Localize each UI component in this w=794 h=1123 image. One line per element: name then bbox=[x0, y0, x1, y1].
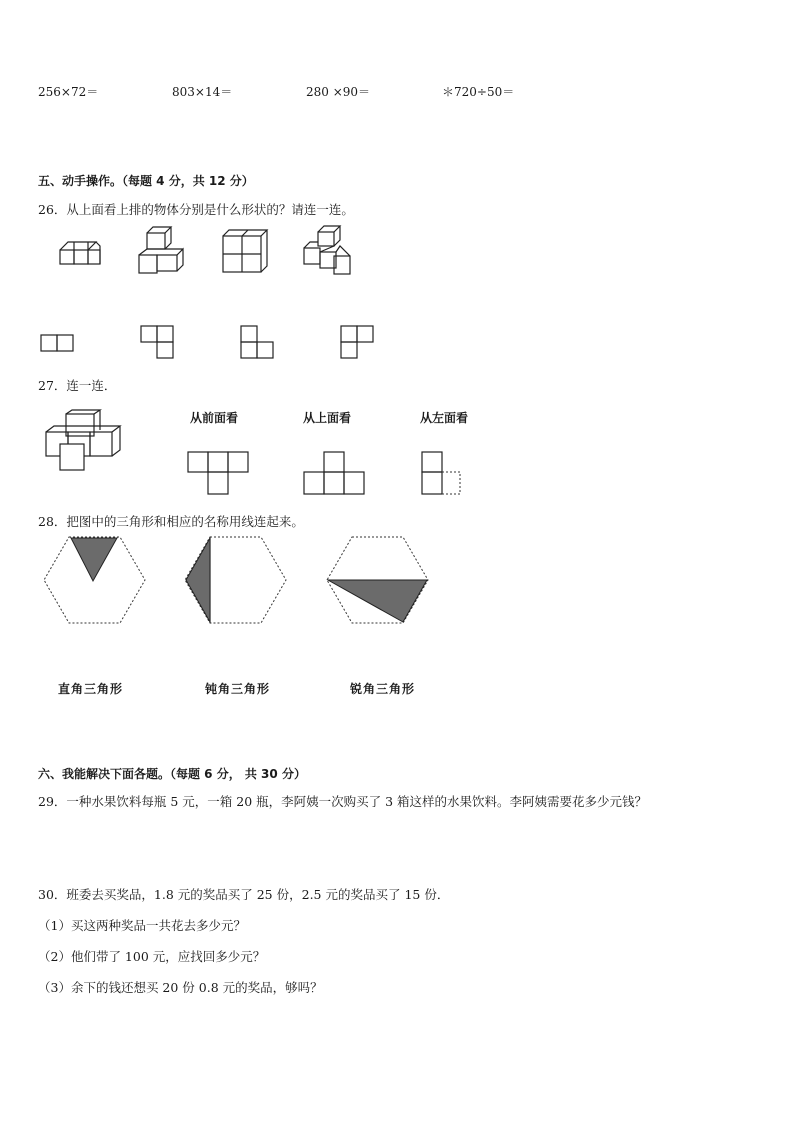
section6-heading: 六、我能解决下面各题。（每题 6 分， 共 30 分） bbox=[38, 767, 306, 781]
q26-solid-3 bbox=[220, 228, 270, 278]
q26-view-2 bbox=[140, 325, 180, 365]
question-26: 26．从上面看上排的物体分别是什么形状的？请连一连。 bbox=[38, 202, 354, 217]
question-27: 27．连一连． bbox=[38, 378, 117, 393]
q26-solid-4 bbox=[300, 222, 355, 280]
q26-view-3 bbox=[240, 325, 280, 365]
question-28: 28．把图中的三角形和相应的名称用线连起来。 bbox=[38, 514, 304, 529]
calc-4: ＊720÷50＝ bbox=[442, 85, 515, 99]
q28-name-acute-triangle: 锐角三角形 bbox=[350, 682, 416, 696]
q28-hexagon-2 bbox=[183, 535, 288, 625]
q28-name-right-triangle: 直角三角形 bbox=[58, 682, 124, 696]
question-30: 30．班委去买奖品，1.8 元的奖品买了 25 份，2.5 元的奖品买了 15 份． bbox=[38, 887, 450, 902]
calc-1: 256×72＝ bbox=[38, 85, 99, 99]
q27-top-view-label: 从上面看 bbox=[303, 411, 352, 425]
q27-front-view-label: 从前面看 bbox=[190, 411, 239, 425]
calc-2: 803×14＝ bbox=[172, 85, 233, 99]
q27-view-shape-3 bbox=[420, 450, 470, 500]
q27-solid bbox=[42, 410, 127, 475]
question-30-part-1: （1）买这两种奖品一共花去多少元？ bbox=[38, 918, 246, 933]
q27-left-view-label: 从左面看 bbox=[420, 411, 469, 425]
q28-hexagon-3 bbox=[325, 535, 430, 625]
q27-view-shape-1 bbox=[186, 450, 256, 500]
q26-solid-1 bbox=[55, 236, 105, 276]
question-30-part-3: （3）余下的钱还想买 20 份 0.8 元的奖品，够吗？ bbox=[38, 980, 323, 995]
q28-hexagon-1 bbox=[42, 535, 147, 625]
q26-view-1 bbox=[40, 334, 80, 354]
q27-view-shape-2 bbox=[302, 450, 372, 500]
section5-heading: 五、动手操作。（每题 4 分，共 12 分） bbox=[38, 174, 254, 188]
calc-3: 280 ×90＝ bbox=[306, 85, 371, 99]
q26-solid-2 bbox=[135, 225, 190, 280]
q26-view-4 bbox=[340, 325, 380, 365]
question-30-part-2: （2）他们带了 100 元，应找回多少元？ bbox=[38, 949, 266, 964]
question-29: 29．一种水果饮料每瓶 5 元，一箱 20 瓶，李阿姨一次购买了 3 箱这样的水果饮料。李阿姨需要花多少元钱？ bbox=[38, 794, 648, 809]
q28-name-obtuse-triangle: 钝角三角形 bbox=[205, 682, 271, 696]
